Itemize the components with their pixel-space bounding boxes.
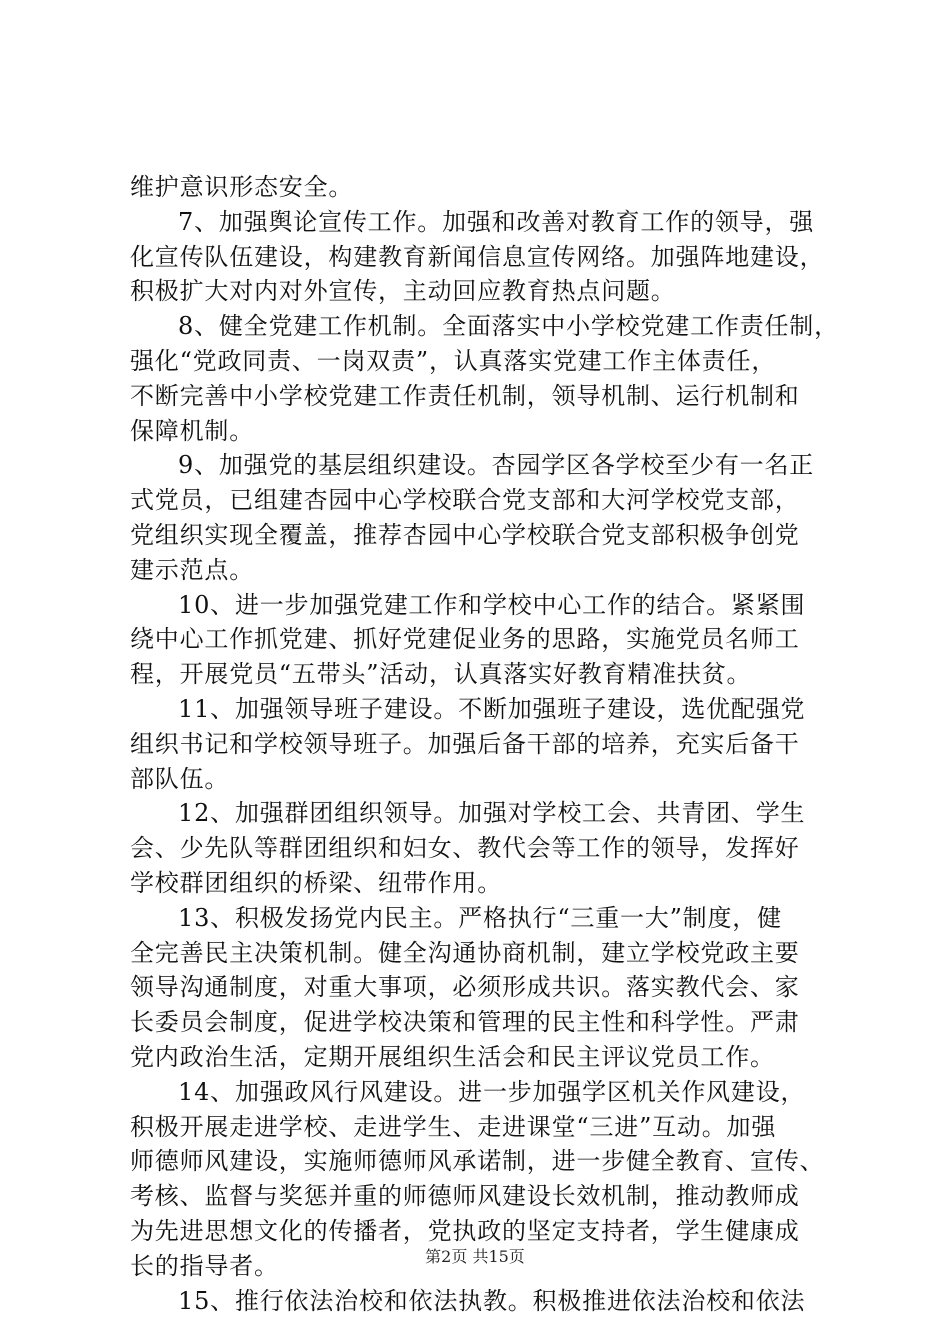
document-body	[130, 170, 840, 1318]
text-line: 部队伍。	[130, 764, 230, 793]
text-line: 8、健全党建工作机制。全面落实中小学校党建工作责任制，	[178, 312, 839, 341]
text-line: 长委员会制度，促进学校决策和管理的民主性和科学性。严肃	[130, 1008, 800, 1037]
text-line: 程，开展党员“五带头”活动，认真落实好教育精准扶贫。	[130, 660, 752, 689]
text-line: 学校群团组织的桥梁、纽带作用。	[130, 868, 502, 897]
text-line: 14、加强政风行风建设。进一步加强学区机关作风建设，	[178, 1077, 806, 1106]
text-line: 保障机制。	[130, 416, 254, 445]
text-line: 12、加强群团组织领导。加强对学校工会、共青团、学生	[178, 799, 806, 828]
text-line: 9、加强党的基层组织建设。杏园学区各学校至少有一名正	[178, 451, 815, 480]
text-line: 绕中心工作抓党建、抓好党建促业务的思路，实施党员名师工	[130, 625, 800, 654]
text-line: 7、加强舆论宣传工作。加强和改善对教育工作的领导，强	[178, 207, 815, 236]
text-line: 组织书记和学校领导班子。加强后备干部的培养，充实后备干	[130, 729, 800, 758]
text-line: 党组织实现全覆盖，推荐杏园中心学校联合党支部积极争创党	[130, 520, 800, 549]
text-line: 式党员，已组建杏园中心学校联合党支部和大河学校党支部，	[130, 486, 800, 515]
page-number-footer: 第2页 共15页	[425, 1247, 525, 1266]
text-line: 不断完善中小学校党建工作责任机制，领导机制、运行机制和	[130, 381, 800, 410]
text-line: 领导沟通制度，对重大事项，必须形成共识。落实教代会、家	[130, 973, 800, 1002]
text-line: 全完善民主决策机制。健全沟通协商机制，建立学校党政主要	[130, 938, 800, 967]
text-line: 长的指导者。	[130, 1251, 279, 1280]
text-line: 13、积极发扬党内民主。严格执行“三重一大”制度，健	[178, 903, 782, 932]
text-line: 10、进一步加强党建工作和学校中心工作的结合。紧紧围	[178, 590, 806, 619]
text-line: 强化“党政同责、一岗双责”，认真落实党建工作主体责任，	[130, 346, 777, 375]
text-line: 会、少先队等群团组织和妇女、教代会等工作的领导，发挥好	[130, 834, 800, 863]
text-line: 师德师风建设，实施师德师风承诺制，进一步健全教育、宣传、	[130, 1147, 825, 1176]
text-line: 党内政治生活，定期开展组织生活会和民主评议党员工作。	[130, 1042, 775, 1071]
text-line: 为先进思想文化的传播者，党执政的坚定支持者，学生健康成	[130, 1216, 800, 1245]
text-line: 积极扩大对内对外宣传，主动回应教育热点问题。	[130, 277, 676, 306]
text-line: 化宣传队伍建设，构建教育新闻信息宣传网络。加强阵地建设，	[130, 242, 825, 271]
text-line: 积极开展走进学校、走进学生、走进课堂“三进”互动。加强	[130, 1112, 777, 1141]
text-line: 建示范点。	[130, 555, 254, 584]
text-line: 维护意识形态安全。	[130, 173, 354, 201]
text-line: 15、推行依法治校和依法执教。积极推进依法治校和依法	[178, 1286, 806, 1315]
text-line: 11、加强领导班子建设。不断加强班子建设，选优配强党	[178, 694, 806, 723]
text-line: 考核、监督与奖惩并重的师德师风建设长效机制，推动教师成	[130, 1182, 800, 1211]
